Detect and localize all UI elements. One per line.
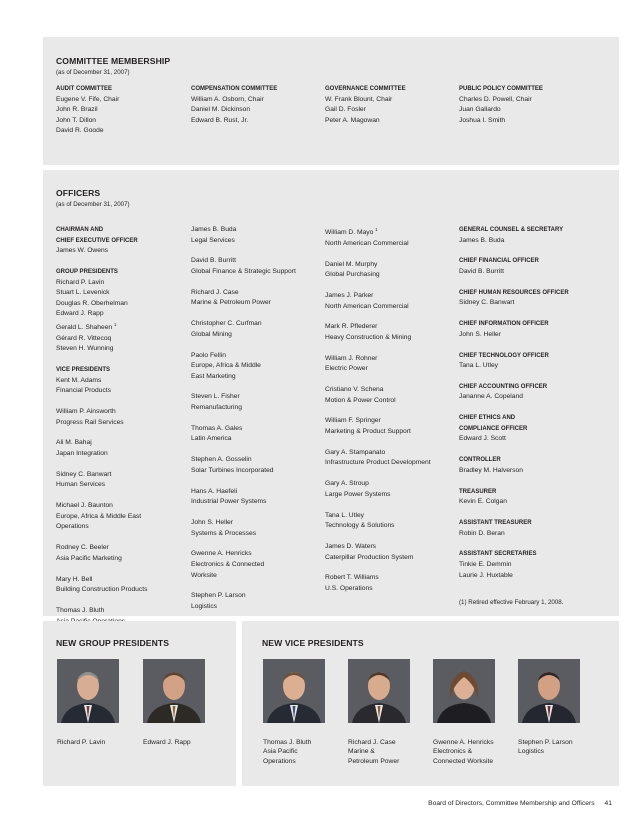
officer-name: Cristiano V. Schena [325, 386, 384, 394]
officer-name: Stephen A. Gosselin [191, 456, 252, 464]
officer-name: Daniel M. Murphy [325, 260, 378, 268]
officer-title-heading: GENERAL COUNSEL & SECRETARY [459, 227, 564, 233]
officer-name: Thomas J. Bluth [56, 606, 105, 614]
officer-role: Marketing & Product Support [325, 428, 411, 436]
person-name: Thomas J. Bluth [263, 739, 312, 746]
committee-member: Juan Gallardo [459, 106, 501, 114]
committee-member: Charles D. Powell, Chair [459, 95, 532, 103]
officer-name: Edward J. Scott [459, 435, 506, 443]
officer-name: Tana L. Utley [459, 362, 499, 370]
officer-name: James D. Waters [325, 542, 377, 550]
officer-title-heading: CHIEF ETHICS AND [459, 415, 516, 422]
group-presidents-heading: GROUP PRESIDENTS [56, 268, 118, 275]
group-president: Edward J. Rapp [56, 310, 104, 318]
officer-name: David B. Burritt [191, 257, 236, 265]
officer-title-heading: CONTROLLER [459, 457, 501, 464]
officer-name: James J. Parker [325, 291, 374, 299]
person-role: Connected Worksite [433, 757, 494, 765]
officer-name: Jananne A. Copeland [459, 393, 523, 401]
officer-role: Large Power Systems [325, 490, 391, 498]
officers-col-4 [459, 225, 569, 581]
officer-title-heading: ASSISTANT SECRETARIES [459, 551, 537, 558]
group-president: Gérard R. Vittecoq [56, 334, 112, 342]
committee-member: Daniel M. Dickinson [191, 106, 251, 114]
officer-name: Rodney C. Beeler [56, 544, 109, 552]
officer-role: Logistics [191, 602, 218, 610]
officer-name: Gary A. Stampanato [325, 448, 386, 456]
officer-role: Solar Turbines Incorporated [191, 466, 274, 474]
officer-name: William D. Mayo [325, 229, 374, 237]
portrait-photo [57, 659, 119, 723]
officer-title-heading: CHIEF HUMAN RESOURCES OFFICER [459, 289, 569, 296]
committee-title: COMMITTEE MEMBERSHIP [56, 56, 171, 66]
officer-role: Remanufacturing [191, 404, 242, 412]
officer-title-heading: CHIEF ACCOUNTING OFFICER [459, 383, 548, 390]
officer-title-heading: ASSISTANT TREASURER [459, 519, 532, 526]
footnote: (1) Retired effective February 1, 2008. [459, 599, 564, 606]
new-vice-presidents-title: NEW VICE PRESIDENTS [262, 638, 364, 648]
committee-member: W. Frank Blount, Chair [325, 95, 393, 103]
compensation-committee [191, 84, 277, 126]
footnote-mark: 1 [114, 321, 117, 327]
committee-member: John R. Brazil [56, 106, 98, 114]
officer-role: North American Commercial [325, 239, 409, 247]
officer-title-heading: CHIEF TECHNOLOGY OFFICER [459, 352, 549, 359]
officers-title: OFFICERS [56, 188, 101, 198]
ceo-heading-1: CHAIRMAN AND [56, 227, 104, 233]
officer-name: Kevin E. Colgan [459, 498, 507, 506]
officer-name: Stephen P. Larson [191, 592, 246, 600]
person-name: Richard J. Case [348, 739, 396, 746]
officer-name: James B. Buda [459, 236, 505, 244]
portrait-photo [433, 659, 495, 723]
officer-name: Sidney C. Banwart [56, 470, 112, 478]
officer-name: Robert T. Williams [325, 574, 379, 582]
officer-role: Systems & Processes [191, 529, 257, 537]
officer-title-heading: COMPLIANCE OFFICER [459, 425, 528, 432]
person-role: Asia Pacific [263, 748, 298, 756]
committee-asof: (as of December 31, 2007) [56, 69, 130, 76]
officer-role: Technology & Solutions [325, 522, 395, 530]
officer-name: David B. Burritt [459, 267, 504, 275]
person-name: Edward J. Rapp [143, 739, 191, 746]
officer-name: Mark R. Pflederer [325, 323, 378, 331]
officer-name: Paolo Fellin [191, 351, 226, 359]
officers-col-3 [325, 225, 431, 595]
officer-name: Gwenne A. Henricks [191, 550, 252, 558]
officer-name: Steven L. Fisher [191, 393, 240, 401]
person-name: Stephen P. Larson [518, 739, 573, 746]
officer-name: Sidney C. Banwart [459, 299, 515, 307]
footer-text: Board of Directors, Committee Membership and Officers [428, 800, 595, 807]
officer-name: John S. Heller [459, 330, 502, 338]
officer-name: William P. Ainsworth [56, 408, 116, 416]
officer-role: Marine & Petroleum Power [191, 299, 271, 307]
governance-committee [325, 84, 406, 126]
officer-name: Richard J. Case [191, 288, 239, 296]
officer-role: Japan Integration [56, 450, 108, 458]
portrait-photo [518, 659, 580, 723]
officer-role: Europe, Africa & Middle [191, 362, 261, 370]
officer-name: Kent M. Adams [56, 376, 102, 384]
committee-member: Joshua I. Smith [459, 116, 506, 124]
compensation-heading: COMPENSATION COMMITTEE [191, 86, 278, 92]
officer-role: Industrial Power Systems [191, 498, 267, 506]
person-role: Operations [263, 757, 296, 765]
page-footer [428, 800, 612, 807]
officer-role: Motion & Power Control [325, 396, 396, 404]
vice-presidents-heading: VICE PRESIDENTS [56, 367, 111, 374]
officer-title-heading: TREASURER [459, 488, 497, 495]
officer-name: Tana L. Utley [325, 511, 365, 519]
group-president: Stuart L. Levenick [56, 289, 110, 297]
officer-role: Financial Products [56, 387, 112, 395]
officer-role: Global Mining [191, 330, 232, 338]
officer-role: Electronics & Connected [191, 560, 265, 568]
committee-member: Edward B. Rust, Jr. [191, 116, 249, 124]
officer-name: Tinkie E. Demmin [459, 560, 512, 568]
officer-role: Asia Pacific Marketing [56, 554, 122, 562]
officer-name: Thomas A. Gales [191, 424, 243, 432]
committee-member: Peter A. Magowan [325, 116, 380, 124]
officer-name: Bradley M. Halverson [459, 466, 523, 474]
officer-name: James B. Buda [191, 226, 237, 233]
vice-president-caption [348, 738, 399, 766]
officer-role: Latin America [191, 435, 232, 443]
page-number: 41 [604, 800, 612, 807]
officer-name: William F. Springer [325, 417, 381, 425]
officers-col-2 [191, 225, 296, 613]
officer-name-footnoted [325, 225, 431, 239]
person-role: Logistics [518, 748, 545, 756]
new-group-presidents-title: NEW GROUP PRESIDENTS [56, 638, 170, 648]
officer-role: U.S. Operations [325, 584, 373, 592]
officer-role: Building Construction Products [56, 586, 148, 594]
group-president: Gerald L. Shaheen [56, 324, 113, 332]
person-role: Petroleum Power [348, 757, 400, 765]
officer-role: Infrastructure Product Development [325, 459, 431, 467]
officer-name: Ali M. Bahaj [56, 439, 92, 447]
officer-role: Legal Services [191, 236, 235, 244]
vice-president-caption [518, 738, 573, 757]
committee-member: John T. Dillon [56, 116, 97, 124]
officer-role: Global Purchasing [325, 271, 380, 279]
ceo-name: James W. Owens [56, 247, 109, 255]
officer-name: Mary H. Bell [56, 575, 93, 583]
officers-col-1 [56, 225, 147, 627]
officer-role: East Marketing [191, 372, 236, 380]
officer-role: Europe, Africa & Middle East [56, 512, 142, 520]
officer-title-heading: CHIEF FINANCIAL OFFICER [459, 258, 539, 265]
officer-name: William J. Rohner [325, 354, 378, 362]
group-president-footnoted [56, 320, 147, 334]
person-role: Electronics & [433, 748, 473, 756]
person-role: Marine & [348, 748, 375, 756]
group-president-caption [57, 738, 105, 747]
officer-name: Laurie J. Huxtable [459, 571, 513, 579]
public-policy-committee [459, 84, 543, 126]
ceo-heading-2: CHIEF EXECUTIVE OFFICER [56, 237, 138, 244]
governance-heading: GOVERNANCE COMMITTEE [325, 86, 406, 92]
officer-role: Operations [56, 523, 89, 531]
committee-member: William A. Osborn, Chair [191, 95, 264, 103]
officer-name: Christopher C. Curfman [191, 320, 262, 328]
portrait-photo [348, 659, 410, 723]
officer-name: Hans A. Haefeli [191, 487, 238, 495]
officer-role: Worksite [191, 571, 217, 579]
committee-member: David R. Goode [56, 127, 104, 135]
officer-name: Gary A. Stroup [325, 480, 369, 488]
vice-president-caption [433, 738, 494, 766]
person-name: Gwenne A. Henricks [433, 739, 494, 746]
vice-president-caption [263, 738, 311, 766]
officer-role: Global Finance & Strategic Support [191, 267, 296, 275]
group-president: Douglas R. Oberhelman [56, 299, 128, 307]
officer-title-heading: CHIEF INFORMATION OFFICER [459, 321, 549, 328]
officer-role: Human Services [56, 481, 106, 489]
officer-name: Michael J. Baunton [56, 502, 113, 510]
officer-role: Heavy Construction & Mining [325, 333, 412, 341]
group-president-caption [143, 738, 191, 747]
audit-committee [56, 84, 119, 137]
portrait-photo [143, 659, 205, 723]
person-name: Richard P. Lavin [57, 739, 106, 746]
footnote-mark: 1 [375, 227, 378, 232]
public-policy-heading: PUBLIC POLICY COMMITTEE [459, 86, 543, 92]
portrait-photo [263, 659, 325, 723]
group-president: Richard P. Lavin [56, 278, 105, 286]
committee-member: Gail D. Fosler [325, 106, 366, 114]
officer-name: John S. Heller [191, 518, 234, 526]
officer-name: Robin D. Beran [459, 529, 505, 537]
officer-role: Progress Rail Services [56, 418, 124, 426]
officers-asof: (as of December 31, 2007) [56, 201, 130, 208]
officer-role: Caterpillar Production System [325, 553, 414, 561]
audit-heading: AUDIT COMMITTEE [56, 86, 112, 92]
committee-member: Eugene V. Fife, Chair [56, 95, 120, 103]
officer-role: Electric Power [325, 365, 368, 373]
group-president: Steven H. Wunning [56, 345, 114, 353]
officer-role: North American Commercial [325, 302, 409, 310]
